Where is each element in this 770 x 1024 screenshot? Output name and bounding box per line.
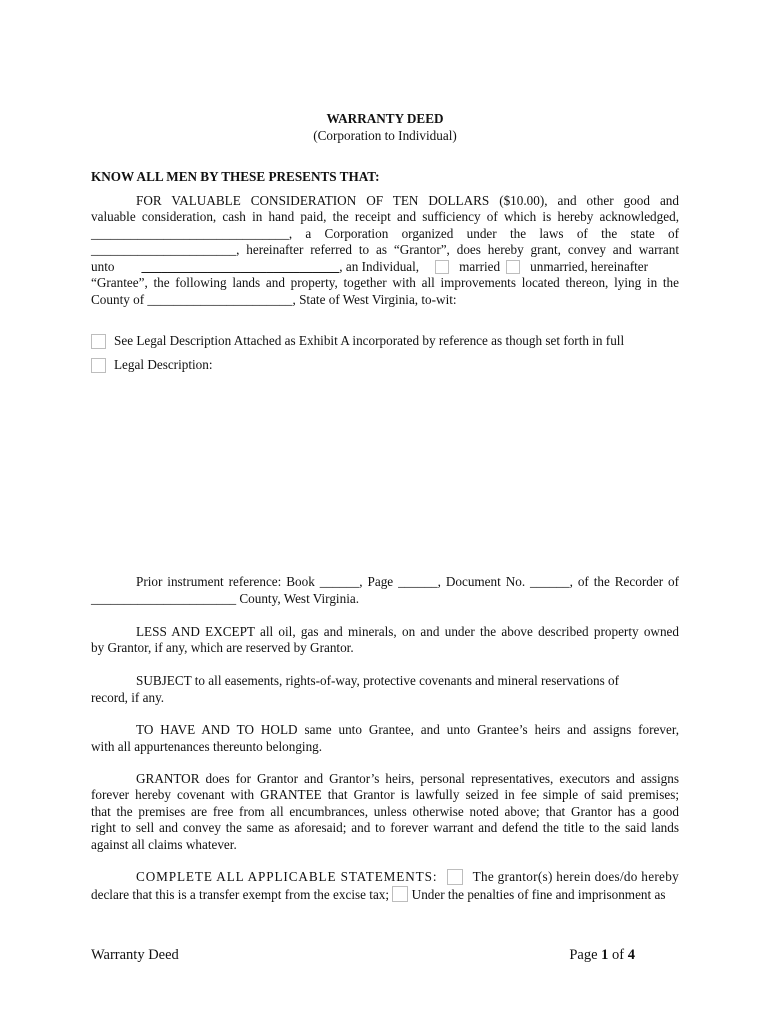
document-subtitle: (Corporation to Individual) (313, 128, 457, 143)
prior-line-1: Prior instrument reference: Book ______, Page ______, Document No. ______, of the Recorder of (136, 574, 679, 589)
statements-lead: COMPLETE ALL APPLICABLE STATEMENTS: (136, 869, 438, 884)
intro-line-7 (91, 292, 679, 309)
less-except-line-1: LESS AND EXCEPT all oil, gas and minerals, on and under the above described property owned (136, 624, 679, 639)
subject-line-2: record, if any. (91, 690, 165, 705)
exhibit-option (91, 333, 691, 350)
grantor-name-blank: ______________________________ (91, 226, 289, 241)
county-blank: ______________________ (147, 292, 293, 307)
legal-description-checkbox[interactable] (91, 358, 106, 373)
county-field[interactable] (147, 292, 292, 307)
habendum-line-2: with all appurtenances thereunto belonging. (91, 739, 323, 754)
covenant-line-3: that the premises are free from all encumbrances, unless otherwise noted above; that Grantor has a good (91, 804, 679, 819)
state-text: , State of West Virginia, to-wit: (292, 292, 457, 307)
habendum-line-1: TO HAVE AND TO HOLD same unto Grantee, and unto Grantee’s heirs and assigns forever, (136, 722, 679, 737)
page-number (569, 947, 635, 964)
intro-line-3 (91, 226, 679, 243)
prior-line-2 (91, 591, 679, 608)
married-label: married (459, 259, 501, 274)
intro-line-6: “Grantee”, the following lands and property, together with all improvements located thereon, lying in the (91, 275, 679, 290)
statements-line-2-lead: declare that this is a transfer exempt from the excise tax; (91, 887, 390, 902)
covenant-line-2: forever hereby covenant with GRANTEE that Grantor is lawfully seized in fee simple of said premises; (91, 787, 679, 802)
unmarried-checkbox[interactable] (506, 260, 520, 274)
document-title: WARRANTY DEED (326, 111, 444, 126)
unto-text: unto (91, 259, 115, 274)
intro-line-3-text: , a Corporation organized under the laws of the state of (288, 226, 679, 241)
page-footer (91, 947, 635, 964)
intro-line-4-text: , hereinafter referred to as “Grantor”, does hereby grant, convey and warrant (236, 242, 679, 257)
legal-description-label: Legal Description: (114, 357, 213, 372)
prior-county-blank: ______________________ (91, 591, 237, 606)
intro-line-1 (136, 193, 679, 210)
grantor-name-field[interactable] (91, 226, 289, 243)
statements-line-2-tail: Under the penalties of fine and imprisonment as (411, 887, 666, 902)
less-except-line-2: by Grantor, if any, which are reserved by Grantor. (91, 640, 354, 655)
penalties-checkbox[interactable] (392, 886, 408, 902)
intro-line-2: valuable consideration, cash in hand paid, the receipt and sufficiency of which is hereby acknowledged, (91, 209, 679, 224)
prior-county-field[interactable] (91, 591, 236, 606)
individual-text: , an Individual, (339, 259, 420, 274)
prior-county-text: County, West Virginia. (239, 591, 360, 606)
grantor-state-field[interactable] (91, 242, 236, 259)
intro-line-1-text: FOR VALUABLE CONSIDERATION OF TEN DOLLARS ($10.00), and other good and (136, 193, 679, 208)
page-current: 1 (601, 947, 609, 963)
page-of: of (612, 947, 625, 963)
exhibit-checkbox[interactable] (91, 334, 106, 349)
county-text: County of (91, 292, 145, 307)
covenant-line-1: GRANTOR does for Grantor and Grantor’s heirs, personal representatives, executors and assigns (136, 771, 679, 786)
exempt-checkbox[interactable] (447, 869, 463, 885)
intro-line-5 (91, 259, 679, 276)
page-label: Page (569, 947, 598, 963)
grantee-name-field[interactable] (141, 259, 339, 274)
exhibit-label: See Legal Description Attached as Exhibit A incorporated by reference as though set forth in full (114, 333, 625, 348)
subject-line-1: SUBJECT to all easements, rights-of-way, protective covenants and mineral reservations of (136, 673, 620, 688)
footer-doc-name: Warranty Deed (91, 947, 179, 963)
married-checkbox[interactable] (435, 260, 449, 274)
grantor-state-blank: ______________________ (91, 242, 237, 257)
intro-line-4 (91, 242, 679, 259)
grantee-name-blank: ______________________________ (141, 259, 340, 274)
covenant-line-4: right to sell and convey the same as aforesaid; and to forever warrant and defend the title to the said lands (91, 820, 679, 835)
legal-description-option (91, 357, 691, 374)
statements-line-1 (136, 869, 679, 886)
page-total: 4 (627, 947, 635, 963)
unmarried-label: unmarried, hereinafter (530, 259, 649, 274)
intro-heading: KNOW ALL MEN BY THESE PRESENTS THAT: (91, 169, 380, 184)
statements-line-2 (91, 886, 679, 904)
covenant-line-5: against all claims whatever. (91, 837, 237, 852)
statements-line-1-tail: The grantor(s) herein does/do hereby (472, 869, 679, 884)
